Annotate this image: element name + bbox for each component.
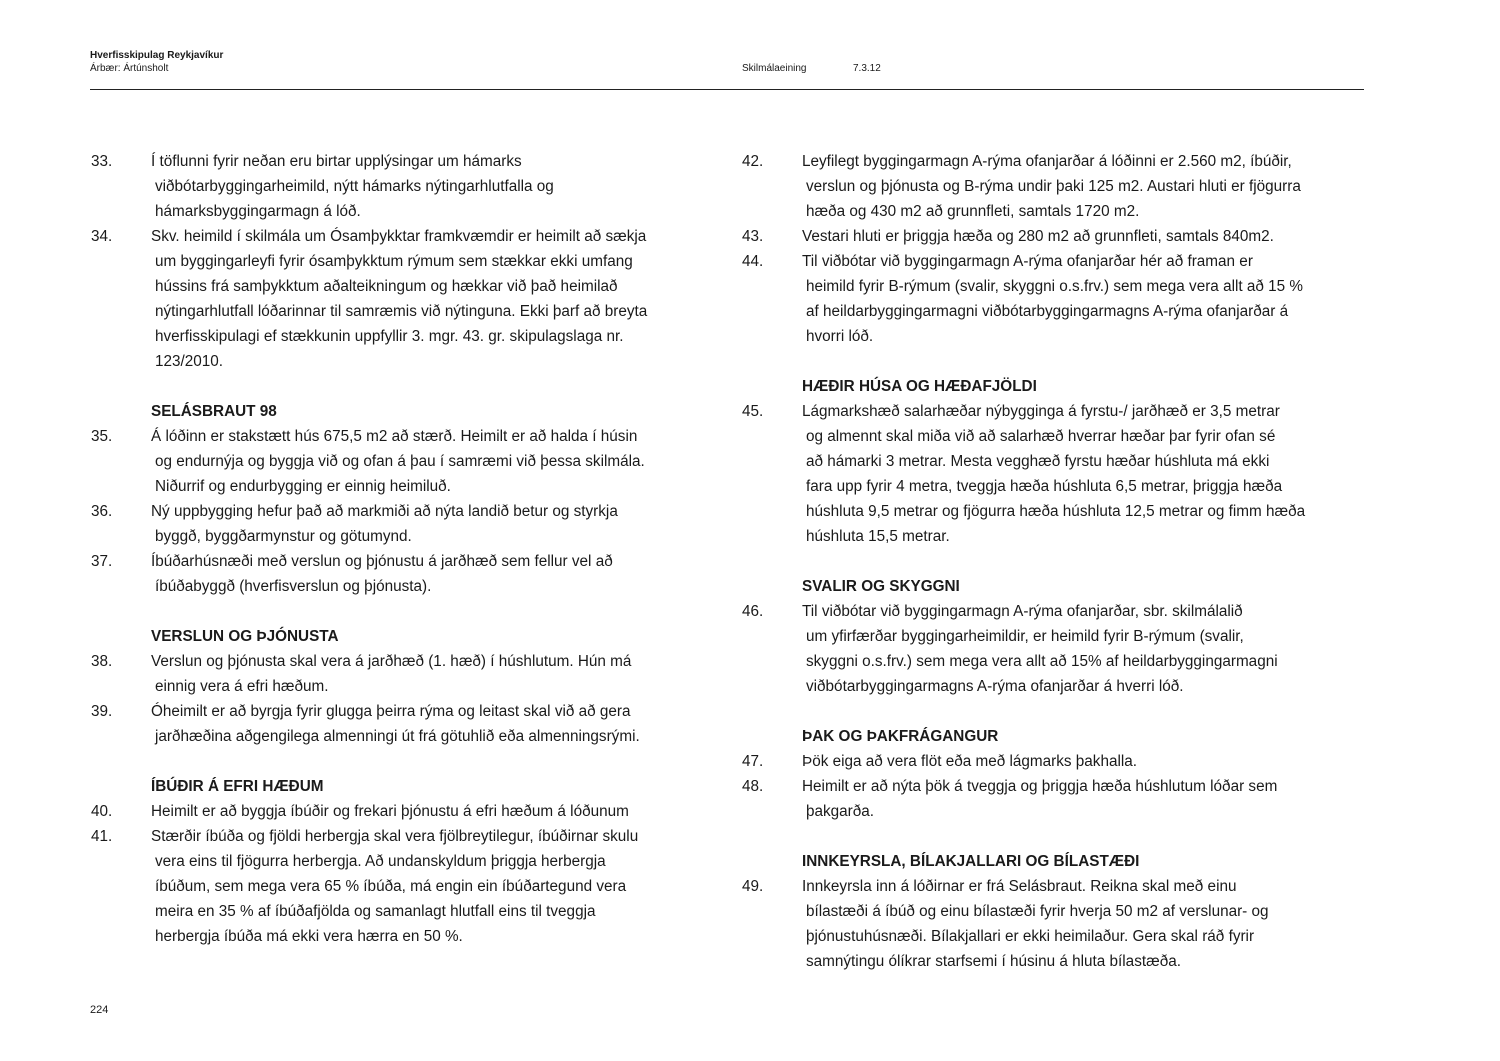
item-line <box>742 399 1362 424</box>
item-line <box>742 174 1362 199</box>
spacer <box>742 349 1362 374</box>
numbered-item <box>742 149 1362 224</box>
item-line <box>91 924 711 949</box>
item-line <box>91 499 711 524</box>
spacer <box>742 699 1362 724</box>
item-line <box>742 424 1362 449</box>
numbered-item <box>91 224 711 374</box>
numbered-item <box>742 774 1362 824</box>
item-line <box>742 249 1362 274</box>
item-text: byggð, byggðarmynstur og götumynd. <box>155 528 412 545</box>
item-text: Íbúðarhúsnæði með verslun og þjónustu á jarðhæð sem fellur vel að <box>151 553 613 570</box>
item-text: Heimilt er að nýta þök á tveggja og þriggja hæða húshlutum lóðar sem <box>802 778 1278 795</box>
item-number: 46. <box>742 603 764 620</box>
header-divider <box>90 89 1364 90</box>
item-line <box>742 499 1362 524</box>
section-heading: INNKEYRSLA, BÍLAKJALLARI OG BÍLASTÆÐI <box>802 853 1140 870</box>
item-number: 42. <box>742 153 764 170</box>
item-text: hámarksbyggingarmagn á lóð. <box>155 203 361 220</box>
spacer <box>91 749 711 774</box>
item-line <box>742 274 1362 299</box>
item-line <box>91 349 711 374</box>
item-text: húshluta 9,5 metrar og fjögurra hæða húshluta 12,5 metrar og fimm hæða <box>806 503 1306 520</box>
item-text: og almennt skal miða við að salarhæð hverrar hæðar þar fyrir ofan sé <box>806 428 1276 445</box>
item-text: Ný uppbygging hefur það að markmiði að nýta landið betur og styrkja <box>151 503 618 520</box>
item-number: 34. <box>91 228 113 245</box>
item-line <box>742 949 1362 974</box>
section-heading-row <box>742 849 1362 874</box>
document-subtitle: Árbær: Ártúnsholt <box>90 63 169 74</box>
item-text: Stærðir íbúða og fjöldi herbergja skal vera fjölbreytilegur, íbúðirnar skulu <box>151 828 639 845</box>
item-text: fara upp fyrir 4 metra, tveggja hæða húshluta 6,5 metrar, þriggja hæða <box>806 478 1283 495</box>
section-heading-row <box>742 374 1362 399</box>
item-text: þjónustuhúsnæði. Bílakjallari er ekki heimilaður. Gera skal ráð fyrir <box>806 928 1255 945</box>
item-line <box>91 549 711 574</box>
item-text: 123/2010. <box>155 353 224 370</box>
item-text: viðbótarbyggingarmagns A-rýma ofanjarðar á hverri lóð. <box>806 678 1184 695</box>
item-line <box>742 199 1362 224</box>
item-text: Til viðbótar við byggingarmagn A-rýma ofanjarðar hér að framan er <box>802 253 1253 270</box>
item-number: 44. <box>742 253 764 270</box>
item-line <box>742 149 1362 174</box>
numbered-item <box>91 699 711 749</box>
document-title: Hverfisskipulag Reykjavíkur <box>90 50 224 61</box>
item-number: 48. <box>742 778 764 795</box>
item-line <box>742 674 1362 699</box>
page-number: 224 <box>90 1004 109 1016</box>
item-line <box>742 324 1362 349</box>
item-text: hverfisskipulagi ef stækkunin uppfyllir 3. mgr. 43. gr. skipulagslaga nr. <box>155 328 624 345</box>
item-number: 47. <box>742 753 764 770</box>
item-text: samnýtingu ólíkrar starfsemi í húsinu á hluta bílastæða. <box>806 953 1181 970</box>
numbered-item <box>91 499 711 549</box>
section-heading: ÍBÚÐIR Á EFRI HÆÐUM <box>151 778 324 795</box>
item-number: 38. <box>91 653 113 670</box>
item-text: jarðhæðina aðgengilega almenningi út frá götuhlið eða almenningsrými. <box>155 728 640 745</box>
item-number: 36. <box>91 503 113 520</box>
numbered-item <box>91 824 711 949</box>
section-heading-row <box>742 574 1362 599</box>
item-text: verslun og þjónusta og B-rýma undir þaki 125 m2. Austari hluti er fjögurra <box>806 178 1301 195</box>
item-text: meira en 35 % af íbúðafjölda og samanlagt hlutfall eins til tveggja <box>155 903 596 920</box>
left-column <box>91 149 711 949</box>
spacer <box>742 549 1362 574</box>
item-text: nýtingarhlutfall lóðarinnar til samræmis við nýtinguna. Ekki þarf að breyta <box>155 303 648 320</box>
item-text: Vestari hluti er þriggja hæða og 280 m2 að grunnfleti, samtals 840m2. <box>802 228 1274 245</box>
item-line <box>742 474 1362 499</box>
item-text: herbergja íbúða má ekki vera hærra en 50 %. <box>155 928 463 945</box>
item-line <box>91 724 711 749</box>
item-text: húshluta 15,5 metrar. <box>806 528 950 545</box>
item-number: 45. <box>742 403 764 420</box>
item-line <box>91 424 711 449</box>
section-heading: SELÁSBRAUT 98 <box>151 403 277 420</box>
item-text: Verslun og þjónusta skal vera á jarðhæð (1. hæð) í húshlutum. Hún má <box>151 653 632 670</box>
item-number: 43. <box>742 228 764 245</box>
item-line <box>742 874 1362 899</box>
item-line <box>91 674 711 699</box>
spacer <box>91 374 711 399</box>
item-line <box>91 649 711 674</box>
item-number: 33. <box>91 153 113 170</box>
item-text: um byggingarleyfi fyrir ósamþykktum rýmum sem stækkar ekki umfang <box>155 253 633 270</box>
item-text: íbúðabyggð (hverfisverslun og þjónusta). <box>155 578 432 595</box>
item-text: einnig vera á efri hæðum. <box>155 678 329 695</box>
item-line <box>91 324 711 349</box>
numbered-item <box>742 874 1362 974</box>
item-line <box>91 299 711 324</box>
item-line <box>742 649 1362 674</box>
item-line <box>742 799 1362 824</box>
item-line <box>91 174 711 199</box>
numbered-item <box>742 399 1362 549</box>
item-line <box>91 899 711 924</box>
item-line <box>91 824 711 849</box>
item-number: 49. <box>742 878 764 895</box>
item-text: skyggni o.s.frv.) sem mega vera allt að 15% af heildarbyggingarmagni <box>806 653 1278 670</box>
item-line <box>742 774 1362 799</box>
numbered-item <box>742 249 1362 349</box>
item-line <box>91 249 711 274</box>
item-text: hæða og 430 m2 að grunnfleti, samtals 1720 m2. <box>806 203 1140 220</box>
item-line <box>91 274 711 299</box>
item-text: Innkeyrsla inn á lóðirnar er frá Selásbraut. Reikna skal með einu <box>802 878 1237 895</box>
item-text: Til viðbótar við byggingarmagn A-rýma ofanjarðar, sbr. skilmálalið <box>802 603 1243 620</box>
numbered-item <box>91 649 711 699</box>
item-line <box>91 849 711 874</box>
item-number: 41. <box>91 828 113 845</box>
item-text: íbúðum, sem mega vera 65 % íbúða, má engin ein íbúðartegund vera <box>155 878 627 895</box>
item-line <box>742 224 1362 249</box>
item-text: Leyfilegt byggingarmagn A-rýma ofanjarðar á lóðinni er 2.560 m2, íbúðir, <box>802 153 1292 170</box>
item-text: Skv. heimild í skilmála um Ósamþykktar framkvæmdir er heimilt að sækja <box>151 228 647 245</box>
item-line <box>91 574 711 599</box>
item-text: Niðurrif og endurbygging er einnig heimiluð. <box>155 478 451 495</box>
item-text: vera eins til fjögurra herbergja. Að undanskyldum þriggja herbergja <box>155 853 606 870</box>
item-line <box>91 874 711 899</box>
item-text: hvorri lóð. <box>806 328 874 345</box>
item-text: um yfirfærðar byggingarheimildir, er heimild fyrir B-rýmum (svalir, <box>806 628 1244 645</box>
item-text: og endurnýja og byggja við og ofan á þau í samræmi við þessa skilmála. <box>155 453 645 470</box>
item-line <box>742 599 1362 624</box>
section-heading-row <box>91 399 711 424</box>
item-line <box>742 524 1362 549</box>
item-text: bílastæði á íbúð og einu bílastæði fyrir hverja 50 m2 af verslunar- og <box>806 903 1269 920</box>
item-line <box>742 749 1362 774</box>
item-text: Óheimilt er að byrgja fyrir glugga þeirra rýma og leitast skal við að gera <box>151 703 631 720</box>
right-column <box>742 149 1362 974</box>
item-line <box>91 474 711 499</box>
section-heading: SVALIR OG SKYGGNI <box>802 578 960 595</box>
spacer <box>742 824 1362 849</box>
section-heading-row <box>91 624 711 649</box>
numbered-item <box>742 599 1362 699</box>
spacer <box>91 599 711 624</box>
section-heading-row <box>742 724 1362 749</box>
section-number: 7.3.12 <box>853 63 881 74</box>
section-heading: ÞAK OG ÞAKFRÁGANGUR <box>802 728 999 745</box>
item-number: 35. <box>91 428 113 445</box>
item-text: hússins frá samþykktum aðalteikningum og hækkar við það heimilað <box>155 278 618 295</box>
item-text: Lágmarkshæð salarhæðar nýbygginga á fyrstu-/ jarðhæð er 3,5 metrar <box>802 403 1280 420</box>
item-line <box>742 299 1362 324</box>
section-heading: HÆÐIR HÚSA OG HÆÐAFJÖLDI <box>802 378 1037 395</box>
item-text: af heildarbyggingarmagni viðbótarbyggingarmagns A-rýma ofanjarðar á <box>806 303 1289 320</box>
item-line <box>91 199 711 224</box>
numbered-item <box>91 549 711 599</box>
item-number: 39. <box>91 703 113 720</box>
item-text: Heimilt er að byggja íbúðir og frekari þjónustu á efri hæðum á lóðunum <box>151 803 629 820</box>
item-line <box>742 624 1362 649</box>
item-line <box>91 224 711 249</box>
numbered-item <box>91 799 711 824</box>
item-line <box>91 799 711 824</box>
item-text: Á lóðinn er stakstætt hús 675,5 m2 að stærð. Heimilt er að halda í húsin <box>151 428 638 445</box>
item-text: heimild fyrir B-rýmum (svalir, skyggni o.s.frv.) sem mega vera allt að 15 % <box>806 278 1303 295</box>
item-line <box>91 149 711 174</box>
item-number: 37. <box>91 553 113 570</box>
numbered-item <box>742 749 1362 774</box>
item-line <box>91 449 711 474</box>
section-heading: VERSLUN OG ÞJÓNUSTA <box>151 628 339 645</box>
section-label: Skilmálaeining <box>742 63 807 74</box>
item-line <box>91 524 711 549</box>
numbered-item <box>742 224 1362 249</box>
item-line <box>742 899 1362 924</box>
item-text: viðbótarbyggingarheimild, nýtt hámarks nýtingarhlutfalla og <box>155 178 554 195</box>
numbered-item <box>91 149 711 224</box>
item-line <box>742 924 1362 949</box>
item-text: Þök eiga að vera flöt eða með lágmarks þakhalla. <box>802 753 1138 770</box>
item-line <box>742 449 1362 474</box>
item-text: þakgarða. <box>806 803 875 820</box>
item-number: 40. <box>91 803 113 820</box>
item-text: Í töflunni fyrir neðan eru birtar upplýsingar um hámarks <box>151 153 522 170</box>
section-heading-row <box>91 774 711 799</box>
item-line <box>91 699 711 724</box>
item-text: að hámarki 3 metrar. Mesta vegghæð fyrstu hæðar húshluta má ekki <box>806 453 1270 470</box>
numbered-item <box>91 424 711 499</box>
